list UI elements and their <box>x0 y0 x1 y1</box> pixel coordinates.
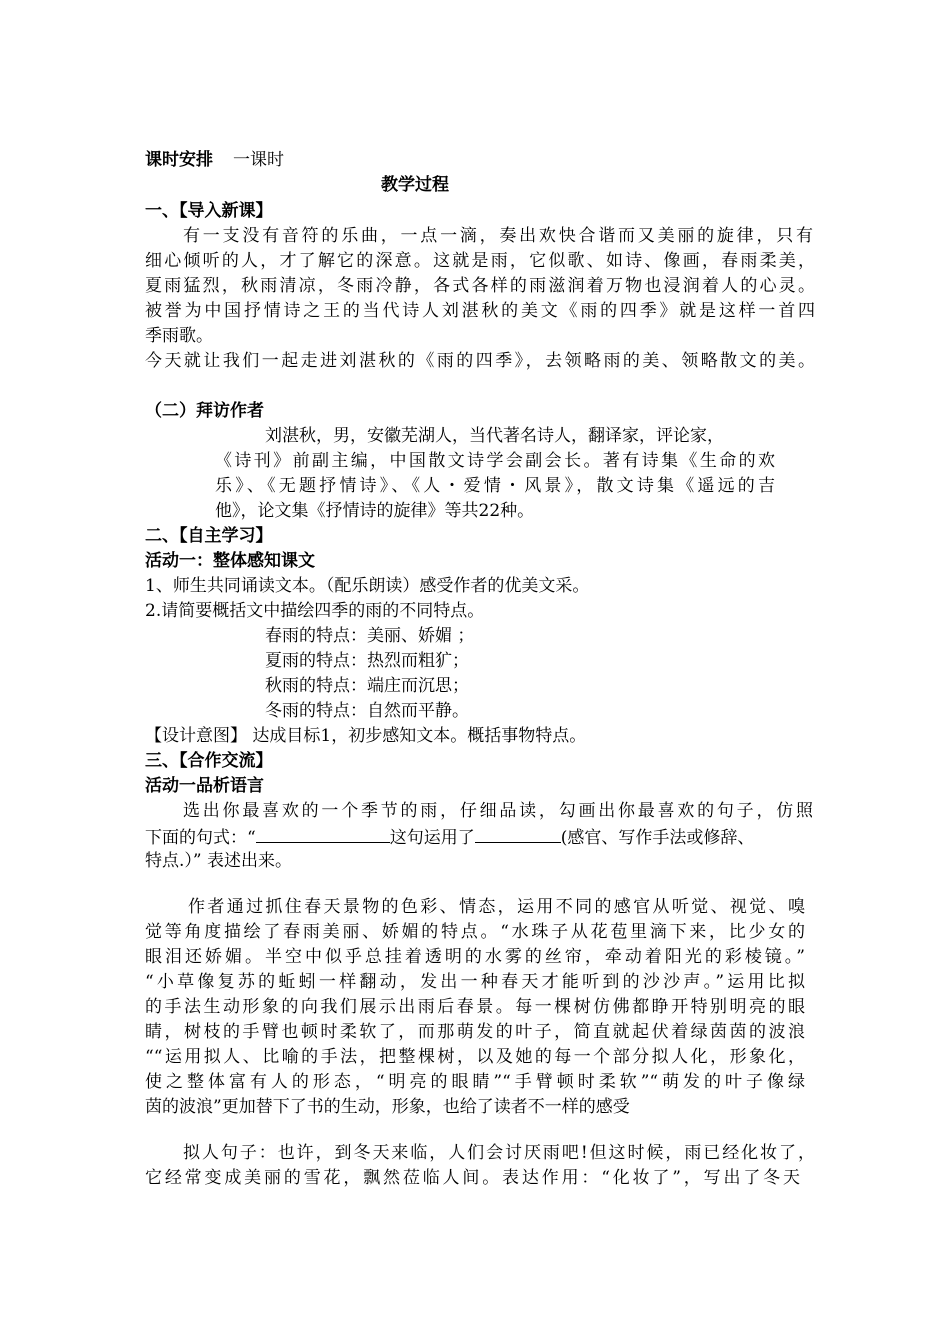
winter-rain-feature: 冬雨的特点：自然而平静。 <box>265 701 469 721</box>
intro-line-4: 被誉为中国抒情诗之王的当代诗人刘湛秋的美文《雨的四季》就是这样一首四 <box>145 301 815 321</box>
prompt-line-1: 选出你最喜欢的一个季节的雨，仔细品读，勾画出你最喜欢的句子，仿照 <box>183 801 813 821</box>
analysis-line-6: 睛，树枝的手臂也顿时柔软了，而那萌发的叶子，简直就起伏着绿茵茵的波浪 <box>145 1022 805 1042</box>
prompt-line-3: 特点.）” 表述出来。 <box>145 851 292 871</box>
personification-line-1: 拟人句子：也许，到冬天来临，人们会讨厌雨吧!但这时候，雨已经化妆了， <box>183 1143 815 1163</box>
prompt-line-2-prefix: 下面的句式：“ <box>145 828 256 848</box>
analysis-line-4: “小草像复苏的蚯蚓一样翻动，发出一种春天才能听到的沙沙声。”运用比拟 <box>145 972 805 992</box>
analysis-line-3: 眼泪还娇媚。半空中似乎总挂着透明的水雾的丝帘，牵动着阳光的彩棱镜。” <box>145 947 805 967</box>
author-heading: （二）拜访作者 <box>145 401 264 421</box>
analysis-line-2: 觉等角度描绘了春雨美丽、娇媚的特点。“水珠子从花苞里滴下来，比少女的 <box>145 922 805 942</box>
task-item-2: 2.请简要概括文中描绘四季的雨的不同特点。 <box>145 601 485 621</box>
section3-heading: 三、【合作交流】 <box>145 751 273 771</box>
section1-heading: 一、【导入新课】 <box>145 201 273 221</box>
spring-rain-feature: 春雨的特点：美丽、娇媚 ； <box>265 626 475 646</box>
intro-line-3: 夏雨猛烈，秋雨清凉，冬雨冷静，各式各样的雨滋润着万物也浸润着人的心灵。 <box>145 276 815 296</box>
prompt-line-2-suffix: (感官、写作手法或修辞、 <box>560 828 755 848</box>
analysis-line-8: 使之整体富有人的形态，“明亮的眼睛”“手臂顿时柔软”“萌发的叶子像绿 <box>145 1072 805 1092</box>
schedule-line <box>145 148 815 173</box>
analysis-line-5: 的手法生动形象的向我们展示出雨后春景。每一棵树仿佛都睁开特别明亮的眼 <box>145 997 805 1017</box>
page-title: 教学过程 <box>381 175 449 195</box>
summer-rain-feature: 夏雨的特点：热烈而粗犷； <box>265 651 469 671</box>
intro-line-1: 有一支没有音符的乐曲，一点一滴，奏出欢快合谐而又美丽的旋律，只有 <box>183 226 813 246</box>
prompt-line-2 <box>145 824 815 849</box>
answer-blank-technique[interactable] <box>475 824 561 843</box>
section2-heading: 二、【自主学习】 <box>145 526 273 546</box>
task-item-1: 1、师生共同诵读文本。（配乐朗读）感受作者的优美文采。 <box>145 576 590 596</box>
personification-line-2: 它经常变成美丽的雪花，飘然莅临人间。表达作用：“化妆了”，写出了冬天 <box>145 1168 800 1188</box>
schedule-value: 一课时 <box>233 150 284 170</box>
analysis-line-1: 作者通过抓住春天景物的色彩、情态，运用不同的感官从听觉、视觉、嗅 <box>188 897 805 917</box>
schedule-label: 课时安排 <box>145 150 213 170</box>
intro-line-5: 季雨歌。 <box>145 326 213 346</box>
activity-analysis-title: 活动一品析语言 <box>145 776 264 796</box>
prompt-line-2-mid: 这句运用了 <box>389 828 475 848</box>
author-line-1: 刘湛秋，男，安徽芜湖人，当代著名诗人，翻译家，评论家， <box>265 426 724 446</box>
intro-closing: 今天就让我们一起走进刘湛秋的《雨的四季》，去领略雨的美、领略散文的美。 <box>145 351 815 371</box>
author-line-3: 乐》、《无题抒情诗》、《人・爱情・风景》，散文诗集《遥远的吉 <box>215 476 775 496</box>
activity-1-title: 活动一：整体感知课文 <box>145 551 315 571</box>
author-line-2: 《诗刊》前副主编，中国散文诗学会副会长。著有诗集《生命的欢 <box>215 451 775 471</box>
analysis-line-9: 茵的波浪”更加替下了书的生动，形象，也给了读者不一样的感受 <box>145 1097 630 1117</box>
autumn-rain-feature: 秋雨的特点：端庄而沉思； <box>265 676 469 696</box>
design-intent: 【设计意图】 达成目标1，初步感知文本。概括事物特点。 <box>145 726 587 746</box>
answer-blank-sentence[interactable] <box>256 824 390 843</box>
author-line-4: 他》，论文集《抒情诗的旋律》等共22种。 <box>215 501 535 521</box>
intro-line-2: 细心倾听的人，才了解它的深意。这就是雨，它似歌、如诗、像画，春雨柔美， <box>145 251 815 271</box>
analysis-line-7: ““运用拟人、比喻的手法，把整棵树，以及她的每一个部分拟人化，形象化， <box>145 1047 805 1067</box>
